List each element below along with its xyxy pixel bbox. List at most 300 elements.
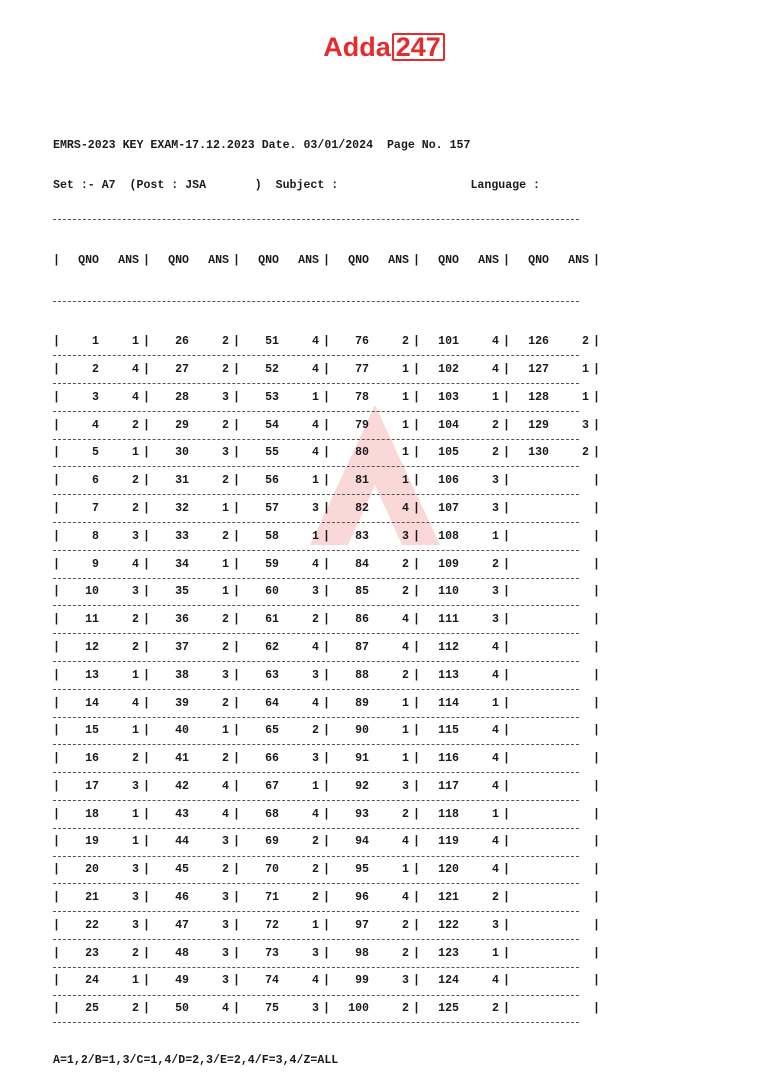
answer-value: 3 <box>582 418 589 432</box>
column-separator: | <box>323 418 330 432</box>
answer-value: 1 <box>402 446 409 460</box>
answer-value: 2 <box>222 696 229 710</box>
ans-header: ANS <box>478 253 499 267</box>
column-separator: | <box>233 779 240 793</box>
column-separator: | <box>593 807 600 821</box>
column-separator: | <box>143 946 150 960</box>
column-separator: | <box>53 752 60 766</box>
column-separator: | <box>593 668 600 682</box>
question-number: 52 <box>265 362 279 376</box>
table-row <box>53 440 603 467</box>
answer-value: 1 <box>492 390 499 404</box>
answer-value: 2 <box>402 807 409 821</box>
answer-value: 3 <box>492 585 499 599</box>
question-number: 10 <box>85 585 99 599</box>
question-number: 26 <box>175 335 189 349</box>
question-number: 105 <box>438 446 459 460</box>
qno-header: QNO <box>258 253 279 267</box>
column-separator: | <box>323 1002 330 1016</box>
column-separator: | <box>233 557 240 571</box>
column-separator: | <box>233 807 240 821</box>
question-number: 113 <box>438 668 459 682</box>
answer-value: 3 <box>222 891 229 905</box>
answer-value: 2 <box>402 1002 409 1016</box>
column-separator: | <box>323 835 330 849</box>
column-separator: | <box>53 779 60 793</box>
answer-value: 2 <box>492 446 499 460</box>
column-separator: | <box>143 779 150 793</box>
table-row <box>53 718 603 745</box>
answer-value: 2 <box>492 557 499 571</box>
question-number: 96 <box>355 891 369 905</box>
answer-value: 4 <box>492 752 499 766</box>
answer-value: 4 <box>402 501 409 515</box>
answer-value: 1 <box>402 724 409 738</box>
answer-value: 3 <box>312 1002 319 1016</box>
column-separator: | <box>413 362 420 376</box>
answer-value: 1 <box>492 807 499 821</box>
question-number: 44 <box>175 835 189 849</box>
question-number: 116 <box>438 752 459 766</box>
column-separator: | <box>143 863 150 877</box>
question-number: 87 <box>355 640 369 654</box>
column-separator: | <box>233 613 240 627</box>
answer-value: 1 <box>132 668 139 682</box>
answer-value: 3 <box>492 918 499 932</box>
column-separator: | <box>233 835 240 849</box>
question-number: 49 <box>175 974 189 988</box>
question-number: 94 <box>355 835 369 849</box>
table-row <box>53 662 603 689</box>
question-number: 21 <box>85 891 99 905</box>
question-number: 62 <box>265 640 279 654</box>
question-number: 35 <box>175 585 189 599</box>
table-row <box>53 606 603 633</box>
question-number: 41 <box>175 752 189 766</box>
table-row <box>53 773 603 800</box>
answer-value: 3 <box>492 474 499 488</box>
answer-value: 2 <box>132 946 139 960</box>
question-number: 38 <box>175 668 189 682</box>
answer-value: 1 <box>222 585 229 599</box>
answer-value: 1 <box>222 557 229 571</box>
column-separator: | <box>143 696 150 710</box>
answer-value: 4 <box>492 668 499 682</box>
table-row <box>53 884 603 911</box>
column-separator: | <box>323 585 330 599</box>
column-separator: | <box>593 1002 600 1016</box>
column-separator: | <box>503 974 510 988</box>
column-separator: | <box>323 253 330 267</box>
column-separator: | <box>593 529 600 543</box>
column-separator: | <box>323 974 330 988</box>
answer-value: 2 <box>492 418 499 432</box>
answer-value: 3 <box>132 585 139 599</box>
question-number: 98 <box>355 946 369 960</box>
column-separator: | <box>593 724 600 738</box>
column-separator: | <box>323 335 330 349</box>
question-number: 13 <box>85 668 99 682</box>
column-separator: | <box>503 779 510 793</box>
question-number: 83 <box>355 529 369 543</box>
answer-value: 3 <box>222 390 229 404</box>
answer-value: 1 <box>312 918 319 932</box>
column-separator: | <box>593 752 600 766</box>
column-separator: | <box>323 696 330 710</box>
column-separator: | <box>323 362 330 376</box>
question-number: 127 <box>528 362 549 376</box>
column-separator: | <box>143 668 150 682</box>
question-number: 53 <box>265 390 279 404</box>
qno-header: QNO <box>78 253 99 267</box>
question-number: 23 <box>85 946 99 960</box>
column-separator: | <box>53 668 60 682</box>
column-separator: | <box>53 501 60 515</box>
question-number: 120 <box>438 863 459 877</box>
column-separator: | <box>53 335 60 349</box>
question-number: 89 <box>355 696 369 710</box>
question-number: 71 <box>265 891 279 905</box>
answer-value: 2 <box>222 640 229 654</box>
answer-value: 3 <box>222 918 229 932</box>
answer-value: 4 <box>492 362 499 376</box>
column-separator: | <box>323 918 330 932</box>
question-number: 58 <box>265 529 279 543</box>
answer-value: 2 <box>312 613 319 627</box>
question-number: 104 <box>438 418 459 432</box>
answer-value: 1 <box>222 724 229 738</box>
column-separator: | <box>503 446 510 460</box>
answer-value: 3 <box>312 585 319 599</box>
question-number: 64 <box>265 696 279 710</box>
column-separator: | <box>233 724 240 738</box>
answer-value: 3 <box>312 501 319 515</box>
answer-value: 2 <box>222 752 229 766</box>
question-number: 63 <box>265 668 279 682</box>
answer-value: 4 <box>492 835 499 849</box>
question-number: 86 <box>355 613 369 627</box>
column-separator: | <box>233 501 240 515</box>
answer-value: 1 <box>492 946 499 960</box>
answer-key-sheet <box>53 112 603 1081</box>
column-separator: | <box>233 585 240 599</box>
question-number: 4 <box>92 418 99 432</box>
column-separator: | <box>503 752 510 766</box>
answer-value: 1 <box>402 474 409 488</box>
column-separator: | <box>503 696 510 710</box>
column-separator: | <box>413 501 420 515</box>
answer-value: 3 <box>222 668 229 682</box>
question-number: 60 <box>265 585 279 599</box>
column-separator: | <box>143 613 150 627</box>
question-number: 67 <box>265 779 279 793</box>
ans-header: ANS <box>568 253 589 267</box>
column-separator: | <box>53 696 60 710</box>
column-separator: | <box>143 557 150 571</box>
column-separator: | <box>503 807 510 821</box>
question-number: 57 <box>265 501 279 515</box>
answer-value: 2 <box>402 918 409 932</box>
column-separator: | <box>503 585 510 599</box>
answer-value: 2 <box>312 891 319 905</box>
answer-value: 4 <box>402 613 409 627</box>
answer-value: 4 <box>222 807 229 821</box>
divider <box>53 1022 579 1023</box>
question-number: 109 <box>438 557 459 571</box>
column-separator: | <box>593 835 600 849</box>
question-number: 93 <box>355 807 369 821</box>
answer-value: 3 <box>492 501 499 515</box>
table-row <box>53 328 603 355</box>
question-number: 118 <box>438 807 459 821</box>
answer-value: 2 <box>132 501 139 515</box>
question-number: 55 <box>265 446 279 460</box>
column-separator: | <box>143 891 150 905</box>
column-separator: | <box>593 446 600 460</box>
answer-value: 4 <box>312 335 319 349</box>
question-number: 92 <box>355 779 369 793</box>
question-number: 91 <box>355 752 369 766</box>
question-number: 9 <box>92 557 99 571</box>
answer-value: 1 <box>402 362 409 376</box>
header-line-2: Set :- A7 (Post : JSA ) Subject : Language : <box>53 179 541 193</box>
column-separator: | <box>593 474 600 488</box>
answer-value: 1 <box>582 362 589 376</box>
column-separator: | <box>233 918 240 932</box>
column-separator: | <box>593 390 600 404</box>
column-separator: | <box>413 668 420 682</box>
column-separator: | <box>413 585 420 599</box>
ans-header: ANS <box>118 253 139 267</box>
column-separator: | <box>593 696 600 710</box>
column-separator: | <box>233 668 240 682</box>
column-separator: | <box>503 418 510 432</box>
question-number: 126 <box>528 335 549 349</box>
question-number: 15 <box>85 724 99 738</box>
question-number: 37 <box>175 640 189 654</box>
column-separator: | <box>143 501 150 515</box>
question-number: 2 <box>92 362 99 376</box>
column-separator: | <box>323 613 330 627</box>
question-number: 8 <box>92 529 99 543</box>
question-number: 123 <box>438 946 459 960</box>
answer-value: 2 <box>492 891 499 905</box>
answer-value: 2 <box>132 752 139 766</box>
question-number: 61 <box>265 613 279 627</box>
answer-value: 4 <box>492 974 499 988</box>
column-separator: | <box>323 529 330 543</box>
question-number: 24 <box>85 974 99 988</box>
column-separator: | <box>233 891 240 905</box>
answer-value: 3 <box>402 529 409 543</box>
table-row <box>53 495 603 522</box>
column-separator: | <box>503 640 510 654</box>
question-number: 130 <box>528 446 549 460</box>
column-separator: | <box>503 724 510 738</box>
answer-value: 3 <box>222 835 229 849</box>
question-number: 72 <box>265 918 279 932</box>
column-separator: | <box>503 891 510 905</box>
logo-word: Adda <box>323 31 391 62</box>
answer-value: 4 <box>222 779 229 793</box>
column-separator: | <box>53 918 60 932</box>
question-number: 19 <box>85 835 99 849</box>
question-number: 43 <box>175 807 189 821</box>
question-number: 128 <box>528 390 549 404</box>
question-number: 16 <box>85 752 99 766</box>
column-separator: | <box>503 253 510 267</box>
column-separator: | <box>143 253 150 267</box>
column-separator: | <box>503 863 510 877</box>
question-number: 39 <box>175 696 189 710</box>
column-separator: | <box>593 891 600 905</box>
answer-value: 1 <box>132 835 139 849</box>
column-separator: | <box>503 946 510 960</box>
column-separator: | <box>53 640 60 654</box>
question-number: 29 <box>175 418 189 432</box>
column-separator: | <box>593 557 600 571</box>
answer-value: 3 <box>132 863 139 877</box>
answer-value: 2 <box>312 835 319 849</box>
column-separator: | <box>413 918 420 932</box>
column-separator: | <box>323 779 330 793</box>
ans-header: ANS <box>298 253 319 267</box>
column-separator: | <box>413 696 420 710</box>
column-separator: | <box>503 501 510 515</box>
answer-value: 3 <box>222 974 229 988</box>
column-separator: | <box>593 585 600 599</box>
column-separator: | <box>503 1002 510 1016</box>
column-separator: | <box>503 918 510 932</box>
column-separator: | <box>143 835 150 849</box>
answer-value: 3 <box>402 974 409 988</box>
question-number: 30 <box>175 446 189 460</box>
answer-value: 4 <box>312 362 319 376</box>
column-separator: | <box>413 529 420 543</box>
column-separator: | <box>503 668 510 682</box>
answer-value: 1 <box>132 446 139 460</box>
answer-value: 1 <box>402 418 409 432</box>
question-number: 14 <box>85 696 99 710</box>
column-separator: | <box>53 613 60 627</box>
table-row <box>53 384 603 411</box>
answer-value: 4 <box>312 446 319 460</box>
question-number: 51 <box>265 335 279 349</box>
question-number: 46 <box>175 891 189 905</box>
answer-value: 3 <box>222 946 229 960</box>
qno-header: QNO <box>528 253 549 267</box>
table-row <box>53 745 603 772</box>
answer-value: 4 <box>402 640 409 654</box>
table-row <box>53 523 603 550</box>
answer-value: 1 <box>132 807 139 821</box>
column-separator: | <box>323 724 330 738</box>
question-number: 78 <box>355 390 369 404</box>
column-separator: | <box>143 474 150 488</box>
column-separator: | <box>53 835 60 849</box>
answer-value: 2 <box>312 724 319 738</box>
answer-value: 2 <box>222 529 229 543</box>
answer-value: 3 <box>132 918 139 932</box>
table-row <box>53 968 603 995</box>
answer-value: 2 <box>222 335 229 349</box>
answer-value: 4 <box>132 362 139 376</box>
answer-value: 1 <box>132 335 139 349</box>
table-row <box>53 857 603 884</box>
question-number: 54 <box>265 418 279 432</box>
answer-value: 3 <box>222 446 229 460</box>
question-number: 1 <box>92 335 99 349</box>
column-separator: | <box>413 974 420 988</box>
column-separator: | <box>143 529 150 543</box>
answer-value: 3 <box>132 779 139 793</box>
question-number: 42 <box>175 779 189 793</box>
column-separator: | <box>53 529 60 543</box>
answer-value: 2 <box>402 585 409 599</box>
question-number: 129 <box>528 418 549 432</box>
question-number: 12 <box>85 640 99 654</box>
column-separator: | <box>593 253 600 267</box>
ans-header: ANS <box>388 253 409 267</box>
answer-value: 2 <box>402 946 409 960</box>
column-separator: | <box>323 807 330 821</box>
question-number: 22 <box>85 918 99 932</box>
answer-value: 3 <box>132 891 139 905</box>
question-number: 36 <box>175 613 189 627</box>
column-separator: | <box>233 752 240 766</box>
answer-value: 4 <box>312 640 319 654</box>
answer-value: 4 <box>492 640 499 654</box>
table-row <box>53 912 603 939</box>
column-separator: | <box>503 474 510 488</box>
question-number: 31 <box>175 474 189 488</box>
column-separator: | <box>413 418 420 432</box>
answer-value: 1 <box>492 529 499 543</box>
column-separator: | <box>323 501 330 515</box>
table-row <box>53 579 603 606</box>
column-separator: | <box>593 974 600 988</box>
column-separator: | <box>233 1002 240 1016</box>
column-separator: | <box>413 613 420 627</box>
question-number: 125 <box>438 1002 459 1016</box>
column-separator: | <box>143 640 150 654</box>
question-number: 66 <box>265 752 279 766</box>
column-separator: | <box>413 946 420 960</box>
column-separator: | <box>323 891 330 905</box>
column-separator: | <box>233 390 240 404</box>
table-row <box>53 551 603 578</box>
table-row <box>53 829 603 856</box>
question-number: 81 <box>355 474 369 488</box>
question-number: 90 <box>355 724 369 738</box>
question-number: 85 <box>355 585 369 599</box>
column-separator: | <box>143 335 150 349</box>
answer-value: 2 <box>132 640 139 654</box>
question-number: 65 <box>265 724 279 738</box>
answer-value: 2 <box>132 474 139 488</box>
question-number: 95 <box>355 863 369 877</box>
question-number: 40 <box>175 724 189 738</box>
column-separator: | <box>53 974 60 988</box>
question-number: 82 <box>355 501 369 515</box>
column-separator: | <box>413 390 420 404</box>
answer-value: 2 <box>402 668 409 682</box>
question-number: 27 <box>175 362 189 376</box>
column-separator: | <box>413 835 420 849</box>
column-separator: | <box>323 474 330 488</box>
column-separator: | <box>503 362 510 376</box>
question-number: 107 <box>438 501 459 515</box>
